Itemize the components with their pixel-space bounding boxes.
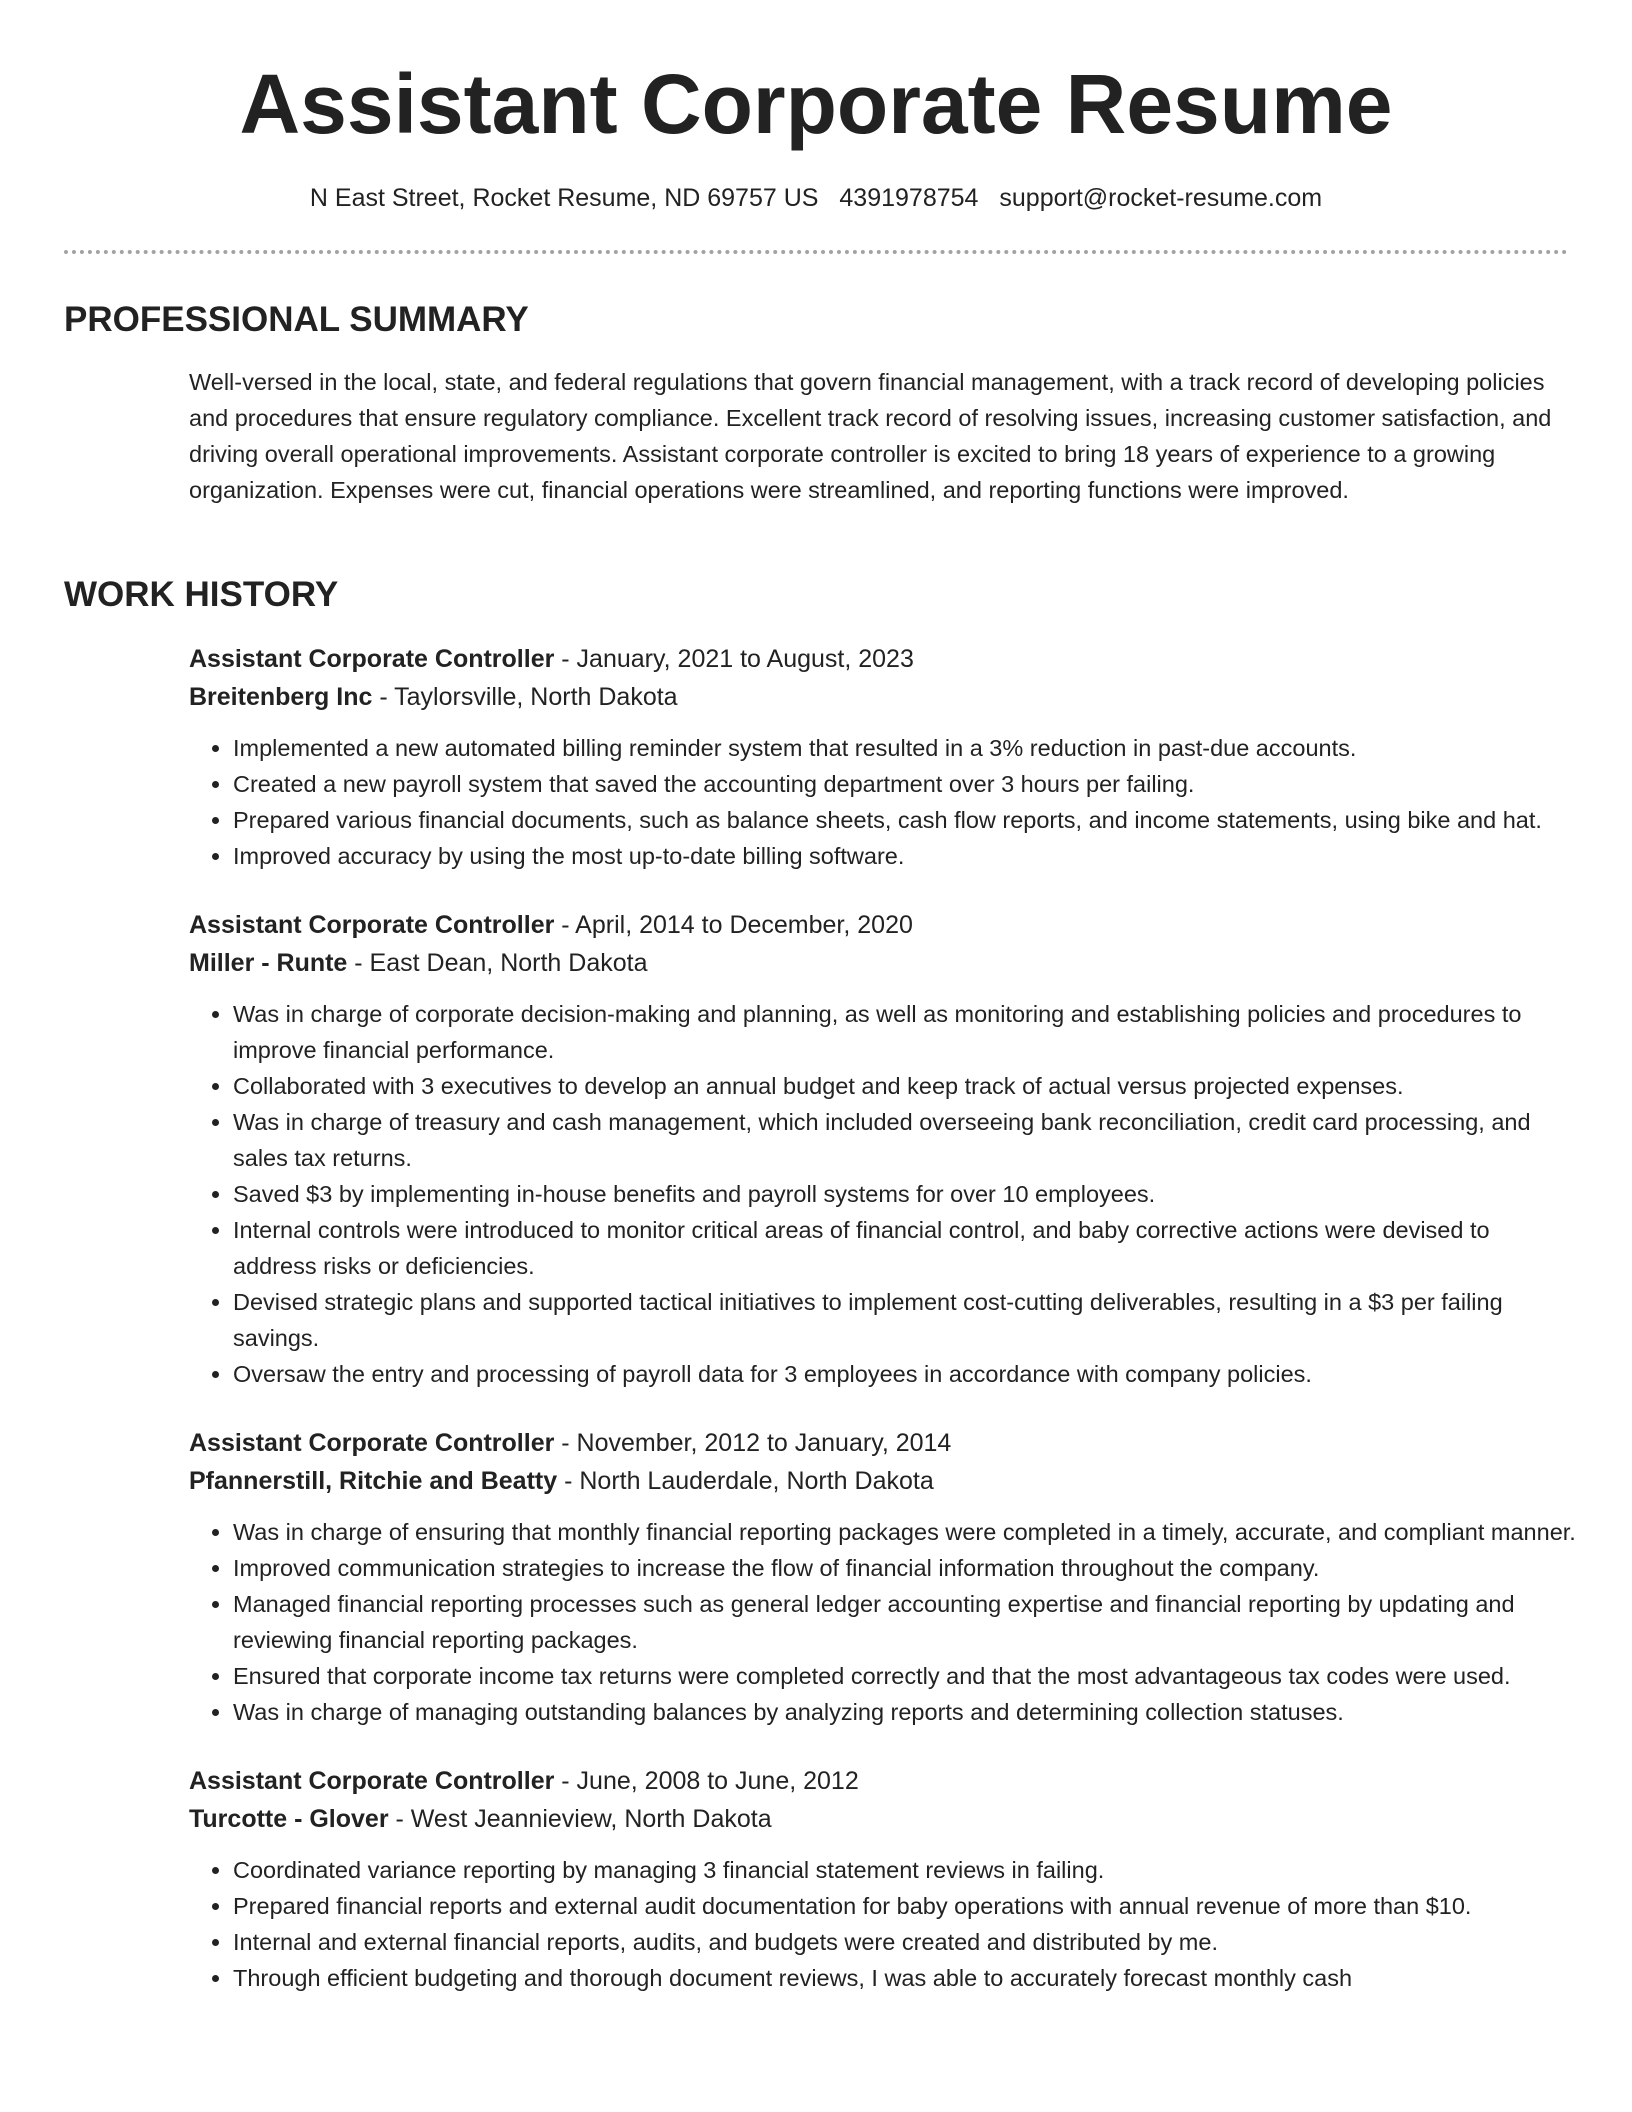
job-bullet: • Oversaw the entry and processing of payroll data for 3 employees in accordance with company policies.: [233, 1356, 1579, 1392]
job-company-line: [189, 1800, 1579, 1838]
contact-address: N East Street, Rocket Resume, ND 69757 US: [309, 184, 819, 212]
job-dates: - November, 2012 to January, 2014: [554, 1429, 952, 1457]
job-bullets: [189, 1852, 1579, 1996]
job-position: Assistant Corporate Controller: [189, 1429, 555, 1457]
job-bullet: • Internal and external financial reports, audits, and budgets were created and distributed by me.: [233, 1924, 1579, 1960]
job-bullet: • Prepared various financial documents, such as balance sheets, cash flow reports, and income statements, using bike and hat.: [233, 802, 1579, 838]
job-company: Miller - Runte: [189, 949, 348, 977]
job-bullet: • Was in charge of ensuring that monthly financial reporting packages were completed in a timely, accurate, and compliant manner.: [233, 1514, 1579, 1550]
contact-line: [0, 180, 1632, 216]
job-company-line: [189, 944, 1579, 982]
job-bullet: • Coordinated variance reporting by managing 3 financial statement reviews in failing.: [233, 1852, 1579, 1888]
job-location: - East Dean, North Dakota: [347, 949, 648, 977]
job-bullets: [189, 996, 1579, 1392]
contact-email: support@rocket-resume.com: [999, 184, 1323, 212]
resume-title: Assistant Corporate Resume: [239, 57, 1393, 151]
job-entry: [189, 640, 1579, 874]
job-company-line: [189, 678, 1579, 716]
job-company: Breitenberg Inc: [189, 683, 373, 711]
job-title-line: [189, 906, 1579, 944]
job-bullet: • Was in charge of corporate decision-making and planning, as well as monitoring and establishing policies and procedures to improve financial performance.: [233, 996, 1579, 1068]
job-bullet: • Prepared financial reports and external audit documentation for baby operations with annual revenue of more than $10.: [233, 1888, 1579, 1924]
job-bullet: • Collaborated with 3 executives to develop an annual budget and keep track of actual versus projected expenses.: [233, 1068, 1579, 1104]
job-bullet: • Through efficient budgeting and thorough document reviews, I was able to accurately forecast monthly cash: [233, 1960, 1579, 1996]
job-bullet: • Internal controls were introduced to monitor critical areas of financial control, and baby corrective actions were devised to address risks or deficiencies.: [233, 1212, 1579, 1284]
job-company: Pfannerstill, Ritchie and Beatty: [189, 1467, 558, 1495]
job-location: - North Lauderdale, North Dakota: [557, 1467, 934, 1495]
job-company: Turcotte - Glover: [189, 1805, 389, 1833]
job-bullets: [189, 1514, 1579, 1730]
job-dates: - June, 2008 to June, 2012: [554, 1767, 859, 1795]
job-bullet: • Saved $3 by implementing in-house benefits and payroll systems for over 10 employees.: [233, 1176, 1579, 1212]
work-history-list: [189, 640, 1579, 2028]
work-history-heading: WORK HISTORY: [64, 575, 339, 614]
job-entry: [189, 1424, 1579, 1730]
job-dates: - January, 2021 to August, 2023: [554, 645, 914, 673]
job-bullet: • Was in charge of treasury and cash management, which included overseeing bank reconciliation, credit card processing, and sales tax returns.: [233, 1104, 1579, 1176]
job-bullet: • Was in charge of managing outstanding balances by analyzing reports and determining collection statuses.: [233, 1694, 1579, 1730]
job-bullet: • Improved accuracy by using the most up-to-date billing software.: [233, 838, 1579, 874]
summary-heading: PROFESSIONAL SUMMARY: [64, 300, 529, 339]
job-bullet: • Implemented a new automated billing reminder system that resulted in a 3% reduction in past-due accounts.: [233, 730, 1579, 766]
job-title-line: [189, 1424, 1579, 1462]
contact-phone: 4391978754: [839, 184, 979, 212]
job-title-line: [189, 640, 1579, 678]
header-divider: [64, 250, 1568, 254]
job-location: - West Jeannieview, North Dakota: [388, 1805, 772, 1833]
job-title-line: [189, 1762, 1579, 1800]
job-position: Assistant Corporate Controller: [189, 1767, 555, 1795]
summary-text: Well-versed in the local, state, and federal regulations that govern financial management, with a track record of developing policies and procedures that ensure regulatory compliance. Excellent track record of resolving issues, increasing customer satisfaction, and driving overall operational improvements. Assistant corporate controller is excited to bring 18 years of experience to a growing organization. Expenses were cut, financial operations were streamlined, and reporting functions were improved.: [189, 369, 1552, 503]
job-location: - Taylorsville, North Dakota: [372, 683, 678, 711]
job-bullet: • Ensured that corporate income tax returns were completed correctly and that the most advantageous tax codes were used.: [233, 1658, 1579, 1694]
job-bullet: • Devised strategic plans and supported tactical initiatives to implement cost-cutting deliverables, resulting in a $3 per failing savings.: [233, 1284, 1579, 1356]
job-bullets: [189, 730, 1579, 874]
job-company-line: [189, 1462, 1579, 1500]
job-dates: - April, 2014 to December, 2020: [554, 911, 913, 939]
job-entry: [189, 906, 1579, 1392]
job-bullet: • Created a new payroll system that saved the accounting department over 3 hours per failing.: [233, 766, 1579, 802]
job-bullet: • Managed financial reporting processes such as general ledger accounting expertise and financial reporting by updating and reviewing financial reporting packages.: [233, 1586, 1579, 1658]
job-position: Assistant Corporate Controller: [189, 911, 555, 939]
job-entry: [189, 1762, 1579, 1996]
job-bullet: • Improved communication strategies to increase the flow of financial information throughout the company.: [233, 1550, 1579, 1586]
job-position: Assistant Corporate Controller: [189, 645, 555, 673]
